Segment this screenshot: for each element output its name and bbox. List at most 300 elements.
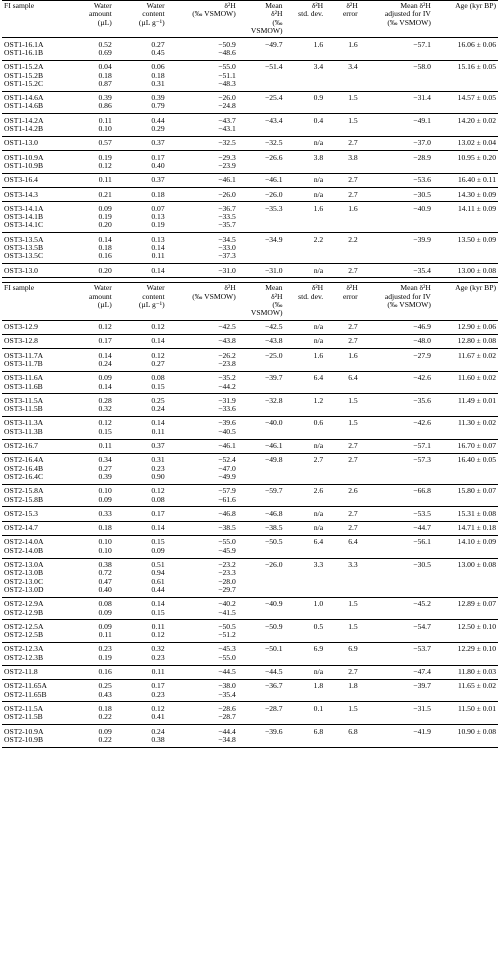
cell-mean-adjusted xyxy=(360,221,433,232)
cell-d2h: −31.9 xyxy=(218,395,236,405)
table-row xyxy=(2,221,498,232)
cell-error: 3.3 xyxy=(348,560,358,570)
header-age: Age (kyr BP) xyxy=(433,283,498,320)
sample-group xyxy=(2,371,498,394)
cell-age: 12.29 ± 0.10 xyxy=(457,644,496,654)
cell-mean-d2h: −46.1 xyxy=(238,439,285,453)
cell-mean-adjusted: −48.0 xyxy=(360,334,433,348)
cell-mean-d2h xyxy=(238,252,285,263)
cell-sample: OST2-12.5A xyxy=(4,621,44,631)
cell-std-dev xyxy=(285,162,326,173)
cell-std-dev: 3.4 xyxy=(313,62,324,72)
cell-mean-adjusted xyxy=(360,428,433,439)
cell-mean-adjusted: −40.9 xyxy=(413,203,431,213)
cell-error: 1.6 xyxy=(348,203,358,213)
cell-error xyxy=(325,162,360,173)
cell-d2h: −26.2 xyxy=(218,350,236,360)
table-row xyxy=(2,416,498,427)
cell-std-dev xyxy=(285,221,326,232)
cell-error xyxy=(325,473,360,484)
cell-std-dev xyxy=(285,49,326,60)
cell-error xyxy=(325,631,360,642)
cell-age xyxy=(433,80,498,91)
sample-group xyxy=(2,38,498,61)
table-row xyxy=(2,642,498,653)
cell-water-content: 0.44 xyxy=(151,115,165,125)
sample-group xyxy=(2,151,498,174)
table-row xyxy=(2,173,498,187)
cell-water-content: 0.25 xyxy=(151,395,165,405)
cell-water-content: 0.17 xyxy=(114,507,167,521)
sample-group xyxy=(2,233,498,264)
cell-error xyxy=(325,428,360,439)
cell-water-content: 0.12 xyxy=(114,320,167,334)
cell-water-content: 0.79 xyxy=(114,102,167,113)
cell-mean-d2h xyxy=(238,736,285,747)
cell-age xyxy=(433,473,498,484)
cell-mean-adjusted: −42.6 xyxy=(413,373,431,383)
cell-water-amount: 0.38 xyxy=(98,560,112,570)
cell-d2h: −44.4 xyxy=(218,726,236,736)
cell-age xyxy=(433,691,498,702)
cell-std-dev: 3.8 xyxy=(313,152,324,162)
cell-mean-adjusted xyxy=(360,736,433,747)
cell-mean-d2h: −39.6 xyxy=(264,726,283,736)
cell-error xyxy=(325,465,360,473)
cell-d2h: −51.2 xyxy=(167,631,238,642)
cell-d2h: −45.9 xyxy=(167,547,238,558)
sample-group xyxy=(2,320,498,334)
cell-age: 16.06 ± 0.06 xyxy=(457,39,496,49)
cell-water-content: 0.11 xyxy=(151,621,165,631)
cell-d2h: −41.5 xyxy=(167,609,238,620)
cell-d2h: −38.0 xyxy=(218,681,236,691)
cell-sample: OST2-15.8A xyxy=(4,486,44,496)
cell-age: 14.71 ± 0.18 xyxy=(433,521,498,535)
header-d2h: δ²H (‰ VSMOW) xyxy=(167,1,238,38)
cell-water-amount: 0.19 xyxy=(75,654,114,665)
cell-sample: OST3-11.7A xyxy=(4,350,44,360)
table-row xyxy=(2,691,498,702)
cell-sample: OST2-12.3A xyxy=(4,644,44,654)
cell-error: 2.7 xyxy=(348,455,358,465)
cell-water-amount: 0.40 xyxy=(75,586,114,597)
cell-error xyxy=(325,360,360,371)
cell-age: 10.95 ± 0.20 xyxy=(457,152,496,162)
table-row xyxy=(2,569,498,577)
cell-error xyxy=(325,213,360,221)
cell-mean-d2h xyxy=(238,609,285,620)
cell-mean-d2h xyxy=(238,547,285,558)
table-row xyxy=(2,496,498,507)
sample-group xyxy=(2,484,498,507)
cell-error: 1.5 xyxy=(348,115,358,125)
cell-water-amount: 0.39 xyxy=(75,473,114,484)
cell-sample: OST3-11.3A xyxy=(4,418,44,428)
cell-age xyxy=(433,578,498,586)
cell-error xyxy=(325,80,360,91)
cell-sample: OST1-10.9A xyxy=(4,152,44,162)
cell-d2h: −43.7 xyxy=(218,115,236,125)
cell-mean-adjusted xyxy=(360,252,433,263)
header-water-content: Water content (µL g⁻¹) xyxy=(114,283,167,320)
table-row xyxy=(2,736,498,747)
cell-water-amount: 0.43 xyxy=(75,691,114,702)
cell-water-content: 0.31 xyxy=(151,455,165,465)
cell-water-amount: 0.21 xyxy=(75,188,114,202)
cell-water-amount: 0.18 xyxy=(98,70,112,80)
cell-mean-d2h: −46.1 xyxy=(238,173,285,187)
cell-sample: OST2-15.3 xyxy=(2,507,75,521)
cell-mean-d2h xyxy=(238,125,285,136)
cell-d2h: −26.0 xyxy=(218,93,236,103)
cell-mean-adjusted xyxy=(360,691,433,702)
sample-group xyxy=(2,136,498,150)
table-header xyxy=(2,283,498,320)
sample-group xyxy=(2,416,498,439)
cell-sample: OST2-14.0A xyxy=(4,537,44,547)
cell-std-dev xyxy=(285,428,326,439)
cell-sample: OST3-11.6A xyxy=(4,373,44,383)
cell-water-content: 0.13 xyxy=(151,212,165,222)
cell-water-content: 0.31 xyxy=(114,80,167,91)
cell-mean-adjusted: −35.4 xyxy=(360,264,433,278)
cell-mean-d2h: −49.7 xyxy=(264,39,283,49)
cell-d2h: −49.9 xyxy=(167,473,238,484)
cell-water-amount: 0.20 xyxy=(75,264,114,278)
cell-water-amount: 0.24 xyxy=(75,360,114,371)
header-sample: FI sample xyxy=(2,283,75,320)
cell-error xyxy=(325,547,360,558)
cell-water-content: 0.37 xyxy=(114,136,167,150)
cell-error xyxy=(325,578,360,586)
cell-age xyxy=(433,736,498,747)
cell-water-content: 0.61 xyxy=(151,576,165,586)
table-row xyxy=(2,334,498,348)
cell-d2h: −23.9 xyxy=(167,162,238,173)
cell-std-dev: 0.9 xyxy=(313,93,324,103)
table-row xyxy=(2,125,498,136)
cell-mean-adjusted xyxy=(360,569,433,577)
cell-mean-d2h: −25.4 xyxy=(264,93,283,103)
cell-d2h: −28.7 xyxy=(167,713,238,724)
cell-age xyxy=(433,213,498,221)
cell-mean-d2h xyxy=(238,691,285,702)
cell-std-dev xyxy=(285,244,326,252)
cell-water-content: 0.38 xyxy=(114,736,167,747)
cell-error: 2.7 xyxy=(325,188,360,202)
table-row xyxy=(2,371,498,382)
cell-mean-d2h xyxy=(238,49,285,60)
cell-d2h: −46.8 xyxy=(167,507,238,521)
cell-std-dev xyxy=(285,547,326,558)
cell-mean-adjusted: −31.4 xyxy=(413,93,431,103)
cell-mean-adjusted: −35.6 xyxy=(413,395,431,405)
cell-std-dev: n/a xyxy=(285,188,326,202)
cell-water-amount: 0.09 xyxy=(98,726,112,736)
cell-age xyxy=(433,631,498,642)
sample-group xyxy=(2,535,498,558)
table-row xyxy=(2,38,498,49)
cell-error: 2.7 xyxy=(325,136,360,150)
table-row xyxy=(2,702,498,713)
cell-mean-d2h: −28.7 xyxy=(264,703,283,713)
cell-water-amount: 0.10 xyxy=(98,537,112,547)
table-row xyxy=(2,578,498,586)
cell-mean-adjusted: −49.1 xyxy=(413,115,431,125)
cell-water-amount: 0.57 xyxy=(75,136,114,150)
cell-d2h: −35.2 xyxy=(218,373,236,383)
cell-std-dev: 0.1 xyxy=(313,703,324,713)
cell-water-amount: 0.04 xyxy=(98,62,112,72)
cell-d2h: −42.5 xyxy=(167,320,238,334)
cell-sample: OST2-16.4B xyxy=(4,463,44,473)
cell-sample: OST2-11.8 xyxy=(2,665,75,679)
cell-water-amount: 0.12 xyxy=(98,418,112,428)
cell-mean-d2h: −38.5 xyxy=(238,521,285,535)
sample-group xyxy=(2,702,498,725)
cell-error xyxy=(325,405,360,416)
cell-water-content: 0.08 xyxy=(114,496,167,507)
cell-water-amount: 0.08 xyxy=(98,599,112,609)
cell-age: 13.00 ± 0.08 xyxy=(433,264,498,278)
cell-std-dev: 1.2 xyxy=(313,395,324,405)
header-water-amount: Water amount (µL) xyxy=(75,283,114,320)
cell-mean-adjusted xyxy=(360,631,433,642)
cell-sample: OST3-14.1B xyxy=(4,212,44,222)
cell-water-content: 0.14 xyxy=(151,599,165,609)
cell-error xyxy=(325,736,360,747)
sample-group xyxy=(2,725,498,748)
cell-sample: OST2-12.5B xyxy=(2,631,75,642)
cell-d2h: −36.7 xyxy=(218,203,236,213)
cell-age: 13.02 ± 0.04 xyxy=(433,136,498,150)
cell-age xyxy=(433,102,498,113)
cell-water-content: 0.32 xyxy=(151,644,165,654)
cell-water-content: 0.19 xyxy=(114,221,167,232)
cell-std-dev xyxy=(285,578,326,586)
cell-d2h: −43.1 xyxy=(167,125,238,136)
sample-group xyxy=(2,521,498,535)
cell-water-content: 0.51 xyxy=(151,560,165,570)
cell-water-content: 0.40 xyxy=(114,162,167,173)
cell-age: 13.00 ± 0.08 xyxy=(457,560,496,570)
cell-sample: OST3-11.5A xyxy=(4,395,44,405)
cell-sample: OST3-14.1C xyxy=(2,221,75,232)
cell-age xyxy=(433,496,498,507)
cell-error xyxy=(325,102,360,113)
cell-water-content: 0.90 xyxy=(114,473,167,484)
cell-age: 11.49 ± 0.01 xyxy=(457,395,496,405)
cell-std-dev xyxy=(285,383,326,394)
cell-water-content: 0.14 xyxy=(114,264,167,278)
cell-water-amount: 0.19 xyxy=(98,152,112,162)
cell-mean-adjusted: −57.1 xyxy=(360,439,433,453)
cell-d2h: −47.0 xyxy=(218,463,236,473)
cell-error xyxy=(325,221,360,232)
cell-age xyxy=(433,360,498,371)
cell-water-content: 0.14 xyxy=(114,521,167,535)
sample-group xyxy=(2,507,498,521)
cell-std-dev xyxy=(285,586,326,597)
cell-error xyxy=(325,609,360,620)
table-row xyxy=(2,213,498,221)
cell-d2h: −24.8 xyxy=(167,102,238,113)
header-sample: FI sample xyxy=(2,1,75,38)
cell-d2h: −33.5 xyxy=(218,212,236,222)
cell-sample: OST2-14.0B xyxy=(2,547,75,558)
table-row xyxy=(2,609,498,620)
cell-d2h: −29.3 xyxy=(218,152,236,162)
cell-mean-adjusted xyxy=(360,162,433,173)
cell-age xyxy=(433,252,498,263)
cell-error: 2.6 xyxy=(348,486,358,496)
cell-error: 2.7 xyxy=(325,665,360,679)
cell-water-content: 0.12 xyxy=(151,350,165,360)
table-row xyxy=(2,320,498,334)
cell-mean-d2h xyxy=(238,713,285,724)
cell-std-dev: 1.6 xyxy=(313,39,324,49)
cell-water-content: 0.12 xyxy=(151,703,165,713)
cell-mean-adjusted xyxy=(360,473,433,484)
cell-sample: OST3-11.3B xyxy=(2,428,75,439)
cell-age: 12.90 ± 0.06 xyxy=(433,320,498,334)
cell-d2h: −61.6 xyxy=(167,496,238,507)
cell-mean-d2h: −40.9 xyxy=(264,599,283,609)
cell-mean-d2h xyxy=(238,578,285,586)
cell-mean-adjusted: −27.9 xyxy=(413,350,431,360)
cell-age: 11.67 ± 0.02 xyxy=(457,350,496,360)
cell-sample: OST1-15.2C xyxy=(2,80,75,91)
cell-mean-adjusted: −56.1 xyxy=(413,537,431,547)
cell-water-content: 0.41 xyxy=(114,713,167,724)
cell-age: 12.50 ± 0.10 xyxy=(457,621,496,631)
cell-error xyxy=(325,244,360,252)
table-row xyxy=(2,91,498,102)
data-table-part-1 xyxy=(2,0,498,278)
cell-age: 11.50 ± 0.01 xyxy=(457,703,496,713)
cell-sample: OST2-11.65B xyxy=(2,691,75,702)
cell-d2h: −37.3 xyxy=(167,252,238,263)
cell-std-dev: n/a xyxy=(285,439,326,453)
cell-mean-d2h xyxy=(238,405,285,416)
cell-water-amount: 0.11 xyxy=(75,439,114,453)
cell-std-dev: n/a xyxy=(285,507,326,521)
table-row xyxy=(2,484,498,495)
cell-sample: OST3-13.0 xyxy=(2,264,75,278)
table-row xyxy=(2,151,498,162)
cell-mean-d2h: −51.4 xyxy=(264,62,283,72)
cell-water-amount: 0.47 xyxy=(98,576,112,586)
cell-age: 11.30 ± 0.02 xyxy=(457,418,496,428)
cell-d2h: −55.0 xyxy=(218,537,236,547)
cell-mean-d2h xyxy=(238,360,285,371)
cell-water-amount: 0.09 xyxy=(75,496,114,507)
cell-std-dev: 6.9 xyxy=(313,644,324,654)
cell-water-content: 0.11 xyxy=(114,428,167,439)
cell-error: 2.7 xyxy=(325,521,360,535)
sample-group xyxy=(2,264,498,278)
cell-error: 3.4 xyxy=(348,62,358,72)
cell-mean-adjusted xyxy=(360,80,433,91)
cell-d2h: −44.2 xyxy=(167,383,238,394)
cell-water-amount: 0.18 xyxy=(98,243,112,253)
cell-sample: OST1-14.6A xyxy=(4,93,44,103)
cell-error: 3.8 xyxy=(348,152,358,162)
header-std-dev: δ²H std. dev. xyxy=(285,1,326,38)
cell-error: 1.5 xyxy=(348,621,358,631)
cell-age xyxy=(433,72,498,80)
cell-error: 1.5 xyxy=(348,703,358,713)
cell-water-content: 0.15 xyxy=(114,609,167,620)
cell-mean-adjusted xyxy=(360,213,433,221)
cell-mean-d2h xyxy=(238,162,285,173)
table-header xyxy=(2,1,498,38)
cell-mean-d2h: −35.3 xyxy=(264,203,283,213)
cell-std-dev xyxy=(285,631,326,642)
cell-sample: OST1-15.2A xyxy=(4,62,44,72)
cell-sample: OST2-13.0A xyxy=(4,560,44,570)
cell-sample: OST2-11.5A xyxy=(4,703,44,713)
cell-sample: OST3-16.4 xyxy=(2,173,75,187)
cell-mean-d2h xyxy=(238,213,285,221)
cell-mean-d2h: −25.0 xyxy=(264,350,283,360)
cell-d2h: −46.1 xyxy=(167,439,238,453)
cell-age xyxy=(433,547,498,558)
cell-d2h: −57.9 xyxy=(218,486,236,496)
cell-d2h: −23.8 xyxy=(167,360,238,371)
cell-age: 13.50 ± 0.09 xyxy=(457,234,496,244)
cell-sample: OST2-12.9A xyxy=(4,599,44,609)
table-row xyxy=(2,453,498,464)
cell-d2h: −43.8 xyxy=(167,334,238,348)
header-mean-adjusted: Mean δ²H adjusted for IV (‰ VSMOW) xyxy=(360,1,433,38)
cell-mean-d2h xyxy=(238,654,285,665)
cell-mean-d2h: −43.4 xyxy=(264,115,283,125)
cell-water-content: 0.37 xyxy=(114,439,167,453)
cell-mean-d2h xyxy=(238,72,285,80)
cell-sample: OST2-12.3B xyxy=(2,654,75,665)
cell-mean-d2h: −32.5 xyxy=(238,136,285,150)
cell-age xyxy=(433,125,498,136)
cell-age: 11.65 ± 0.02 xyxy=(457,681,496,691)
cell-mean-d2h xyxy=(238,631,285,642)
cell-mean-adjusted: −44.7 xyxy=(360,521,433,535)
cell-water-amount: 0.18 xyxy=(98,703,112,713)
cell-error: 6.9 xyxy=(348,644,358,654)
cell-age: 14.57 ± 0.05 xyxy=(457,93,496,103)
cell-d2h: −26.0 xyxy=(167,188,238,202)
data-table-part-2 xyxy=(2,282,498,747)
cell-water-amount: 0.86 xyxy=(75,102,114,113)
cell-std-dev xyxy=(285,252,326,263)
cell-mean-adjusted xyxy=(360,405,433,416)
sample-group xyxy=(2,60,498,91)
cell-water-amount: 0.09 xyxy=(98,621,112,631)
table-row xyxy=(2,713,498,724)
cell-age xyxy=(433,244,498,252)
cell-error: 1.5 xyxy=(348,93,358,103)
header-error: δ²H error xyxy=(325,283,360,320)
cell-age: 15.80 ± 0.07 xyxy=(457,486,496,496)
cell-mean-adjusted xyxy=(360,654,433,665)
cell-mean-d2h: −32.8 xyxy=(264,395,283,405)
cell-mean-adjusted: −57.3 xyxy=(413,455,431,465)
header-water-amount: Water amount (µL) xyxy=(75,1,114,38)
cell-d2h: −33.0 xyxy=(218,243,236,253)
header-error: δ²H error xyxy=(325,1,360,38)
table-row xyxy=(2,473,498,484)
